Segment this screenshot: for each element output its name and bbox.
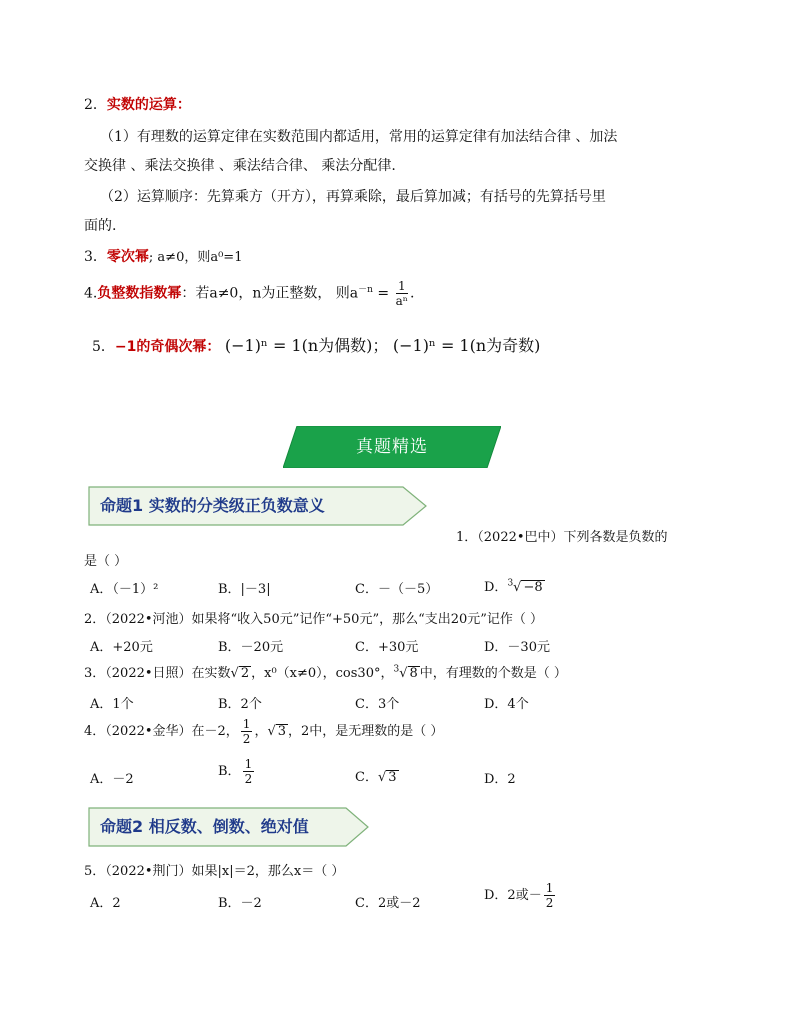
section2-p1-line1: （1）有理数的运算定律在实数范围内都适用，常用的运算定律有加法结合律 、加法 xyxy=(100,129,618,145)
q5-option-b: B．－2 xyxy=(218,896,262,911)
q1-option-d: D．$^3$√ −8 xyxy=(484,578,543,595)
q3-option-b: B．2个 xyxy=(218,697,262,712)
q5-option-d: D．2或－ $\frac{1}{2}$ xyxy=(484,881,554,910)
q3-option-d: D．4个 xyxy=(484,697,529,712)
q1-stem-b: 是（ ） xyxy=(84,554,128,569)
q2-option-d: D．－30元 xyxy=(484,640,550,655)
section3-title: 零次幂 xyxy=(106,249,149,265)
q4-fraction: $\frac{1}{2}$ xyxy=(242,717,251,746)
section2-title: 实数的运算 xyxy=(106,97,177,113)
q5-option-a: A．2 xyxy=(90,896,121,911)
section2-p1-line2: 交换律 、乘法交换律 、乘法结合律、 乘法分配律. xyxy=(84,158,396,174)
topic2-header xyxy=(88,807,370,847)
section3-line: 3．零次幂; a≠0，则a⁰=1 xyxy=(84,249,243,265)
topic1-header xyxy=(88,486,428,526)
q2-option-a: A．+20元 xyxy=(90,640,153,655)
q2-option-b: B．－20元 xyxy=(218,640,284,655)
section-banner xyxy=(283,426,501,468)
q5-option-c: C．2或－2 xyxy=(355,896,421,911)
q4-option-b: B． $\frac{1}{2}$ xyxy=(218,757,253,786)
q3-stem: 3．（2022•日照）在实数√ 2 ，x⁰（x≠0），cos30°，$^3$√ 8 中，有理数的个数是（ ） xyxy=(84,664,567,681)
q1-option-a: A．（－1）² xyxy=(90,582,159,597)
section2-heading: 2．实数的运算： xyxy=(84,97,191,113)
q1-option-c: C．－（－5） xyxy=(355,582,439,597)
q2-stem: 2．（2022•河池）如果将“收入50元”记作“+50元”，那么“支出20元”记作（ ） xyxy=(84,612,544,627)
section4-title: 负整数指数幂 xyxy=(97,285,182,302)
q5-stem: 5．（2022•荆门）如果|x|＝2，那么x＝（ ） xyxy=(84,864,345,879)
q4-option-d: D．2 xyxy=(484,772,516,787)
section5-title: −1的奇偶次幂 xyxy=(114,339,207,355)
section2-p2-line1: （2）运算顺序：先算乘方（开方），再算乘除，最后算加减；有括号的先算括号里 xyxy=(100,189,606,205)
section2-p2-line2: 面的. xyxy=(84,218,117,234)
section4-line: 4.负整数指数幂：若a≠0，n为正整数， 则$a^{-n}$ = $\frac{1}{\text{aⁿ}}$ . xyxy=(84,279,415,308)
section4-fraction: $\frac{1}{\text{aⁿ}}$ xyxy=(395,279,408,308)
banner-label: 真题精选 xyxy=(356,437,428,457)
q1-option-b: B．|－3| xyxy=(218,582,271,597)
q2-option-c: C．+30元 xyxy=(355,640,419,655)
section5-line: 5．−1的奇偶次幂： (−1)ⁿ = 1(n为偶数)； (−1)ⁿ = 1(n为奇数) xyxy=(92,336,541,355)
q3-option-c: C．3个 xyxy=(355,697,400,712)
section5-even: (−1)ⁿ = 1(n为偶数)； xyxy=(224,336,389,355)
section5-odd: (−1)ⁿ = 1(n为奇数) xyxy=(392,336,541,355)
q1-stem-a: 1．（2022•巴中）下列各数是负数的 xyxy=(456,530,668,545)
topic2-label: 命题2 相反数、倒数、绝对值 xyxy=(100,817,309,836)
q4-option-a: A．－2 xyxy=(90,772,134,787)
q4-option-c: C．√ 3 xyxy=(355,770,397,785)
q4-stem: 4．（2022•金华）在－2， $\frac{1}{2}$ ，√ 3 ，2中，是无理数的是（ ） xyxy=(84,717,444,746)
q3-option-a: A．1个 xyxy=(90,697,134,712)
topic1-label: 命题1 实数的分类级正负数意义 xyxy=(100,496,325,515)
